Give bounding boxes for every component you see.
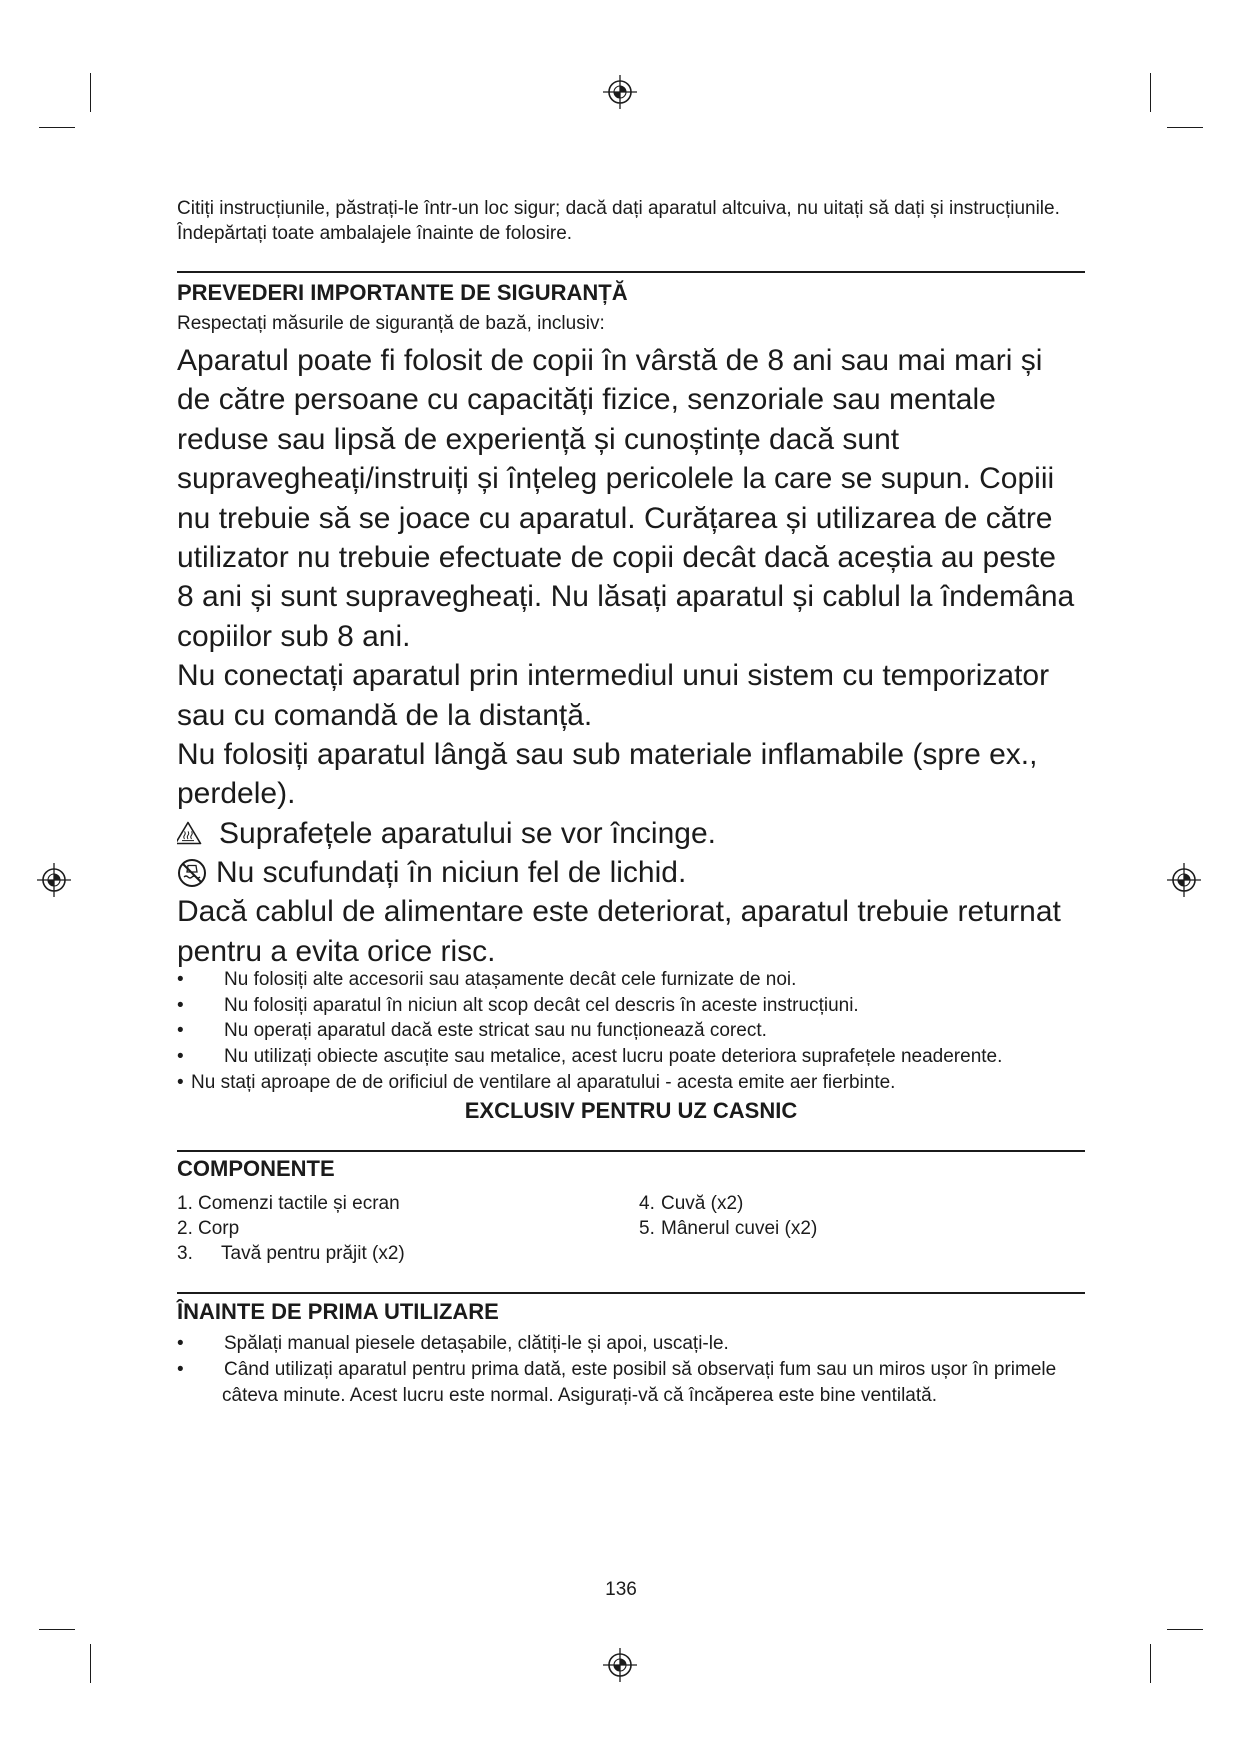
component-item <box>639 1216 1079 1241</box>
bullet-marker: • <box>177 1071 184 1093</box>
registration-mark-icon <box>600 72 640 112</box>
registration-mark-icon <box>34 860 74 900</box>
registration-mark-icon <box>1164 860 1204 900</box>
crop-mark <box>90 1644 91 1683</box>
intro-line: Îndepărtați toate ambalajele înainte de folosire. <box>177 223 573 244</box>
bullet-text: Nu folosiți aparatul în niciun alt scop decât cel descris în aceste instrucțiuni. <box>224 994 859 1016</box>
bullet-item <box>177 1044 1085 1070</box>
component-number: 2. <box>177 1218 193 1240</box>
bullet-text: Nu utilizați obiecte ascuțite sau metalice, acest lucru poate deteriora suprafețele neaderente. <box>224 1046 1003 1068</box>
safety-subheading: Respectați măsurile de siguranță de bază, inclusiv: <box>177 313 605 334</box>
safety-text-line: copiilor sub 8 ani. <box>177 619 411 653</box>
bullet-text: Nu folosiți alte accesorii sau atașamente decât cele furnizate de noi. <box>224 969 797 990</box>
component-number: 3. <box>177 1243 193 1265</box>
crop-mark <box>1167 127 1203 128</box>
bullet-item <box>177 1070 1085 1096</box>
components-list-left <box>177 1191 617 1267</box>
safety-text-line: pentru a evita orice risc. <box>177 934 496 968</box>
intro-text <box>177 196 1085 246</box>
safety-text-line: nu trebuie să se joace cu aparatul. Curățarea și utilizarea de către <box>177 501 1053 535</box>
crop-mark <box>90 73 91 112</box>
bullet-text: câteva minute. Acest lucru este normal. Asigurați-vă că încăperea este bine ventilată. <box>222 1385 937 1406</box>
hot-surface-warning-icon <box>177 821 202 845</box>
no-immersion-warning <box>177 853 1085 892</box>
safety-text-line: de către persoane cu capacități fizice, senzoriale sau mentale <box>177 383 996 417</box>
bullet-item <box>177 967 1085 993</box>
warning-text: Nu scufundați în niciun fel de lichid. <box>216 856 687 890</box>
safety-text-line: utilizator nu trebuie efectuate de copii decât dacă aceștia au peste <box>177 540 1056 574</box>
component-item <box>177 1241 617 1266</box>
safety-text-line: Dacă cablul de alimentare este deteriorat, aparatul trebuie returnat <box>177 895 1061 929</box>
no-immersion-icon <box>177 858 207 888</box>
component-item <box>177 1216 617 1241</box>
registration-mark-icon <box>600 1645 640 1685</box>
bullet-marker: • <box>177 1359 184 1380</box>
component-number: 4. <box>639 1193 655 1214</box>
component-number: 1. <box>177 1193 193 1214</box>
safety-text-line: Aparatul poate fi folosit de copii în vârstă de 8 ani sau mai mari și <box>177 344 1043 377</box>
intro-line: Citiți instrucțiunile, păstrați-le într-un loc sigur; dacă dați aparatul altcuiva, nu uitați să dați și instrucțiunile. <box>177 198 1060 219</box>
bullet-item <box>177 1357 1085 1383</box>
bullet-continuation <box>177 1383 1085 1409</box>
section-divider <box>177 271 1085 273</box>
component-label: Comenzi tactile și ecran <box>198 1193 400 1214</box>
warning-text: Suprafețele aparatului se vor încinge. <box>219 816 716 850</box>
component-item <box>177 1191 617 1216</box>
crop-mark <box>39 127 75 128</box>
safety-text-line: perdele). <box>177 777 296 811</box>
bullet-marker: • <box>177 1020 184 1042</box>
crop-mark <box>1167 1629 1203 1630</box>
bullet-item <box>177 1331 1085 1357</box>
household-use-note: EXCLUSIV PENTRU UZ CASNIC <box>464 1098 798 1123</box>
safety-text-line: 8 ani și sunt supravegheați. Nu lăsați aparatul și cablul la îndemâna <box>177 580 1075 614</box>
bullet-item <box>177 993 1085 1019</box>
safety-text-line: supravegheați/instruiți și înțeleg pericolele la care se supun. Copiii <box>177 462 1055 496</box>
bullet-item <box>177 1018 1085 1044</box>
hot-surface-warning <box>177 814 1085 853</box>
before-first-use-heading: ÎNAINTE DE PRIMA UTILIZARE <box>177 1299 499 1324</box>
component-label: Cuvă (x2) <box>661 1193 744 1214</box>
component-number: 5. <box>639 1218 655 1240</box>
crop-mark <box>39 1629 75 1630</box>
component-label: Tavă pentru prăjit (x2) <box>221 1243 405 1265</box>
safety-text-line: Nu folosiți aparatul lângă sau sub materiale inflamabile (spre ex., <box>177 737 1038 771</box>
components-list-right <box>639 1191 1079 1241</box>
bullet-text: Spălați manual piesele detașabile, clătiți-le și apoi, uscați-le. <box>224 1333 729 1354</box>
component-label: Corp <box>198 1218 240 1240</box>
component-item <box>639 1191 1079 1216</box>
bullet-text: Nu stați aproape de de orificiul de ventilare al aparatului - acesta emite aer fierbinte. <box>191 1071 896 1093</box>
crop-mark <box>1150 73 1151 112</box>
safety-bullet-list <box>177 967 1085 1095</box>
bullet-marker: • <box>177 994 184 1016</box>
bullet-marker: • <box>177 1333 184 1354</box>
before-first-use-list <box>177 1331 1085 1409</box>
safety-text-line: Nu conectați aparatul prin intermediul unui sistem cu temporizator <box>177 659 1050 693</box>
component-label: Mânerul cuvei (x2) <box>661 1218 818 1240</box>
bullet-text: Nu operați aparatul dacă este stricat sau nu funcționează corect. <box>224 1020 767 1042</box>
bullet-marker: • <box>177 1046 184 1068</box>
safety-warnings-text <box>177 341 1085 971</box>
page-number: 136 <box>605 1579 637 1600</box>
section-divider <box>177 1150 1085 1152</box>
section-divider <box>177 1292 1085 1294</box>
safety-text-line: sau cu comandă de la distanță. <box>177 698 593 732</box>
safety-heading: PREVEDERI IMPORTANTE DE SIGURANȚĂ <box>177 280 628 305</box>
bullet-text: Când utilizați aparatul pentru prima dată, este posibil să observați fum sau un miros ușor în primele <box>224 1359 1057 1380</box>
bullet-marker: • <box>177 969 184 990</box>
components-heading: COMPONENTE <box>177 1156 335 1181</box>
safety-text-line: reduse sau lipsă de experiență și cunoștințe dacă sunt <box>177 422 900 456</box>
crop-mark <box>1150 1644 1151 1683</box>
